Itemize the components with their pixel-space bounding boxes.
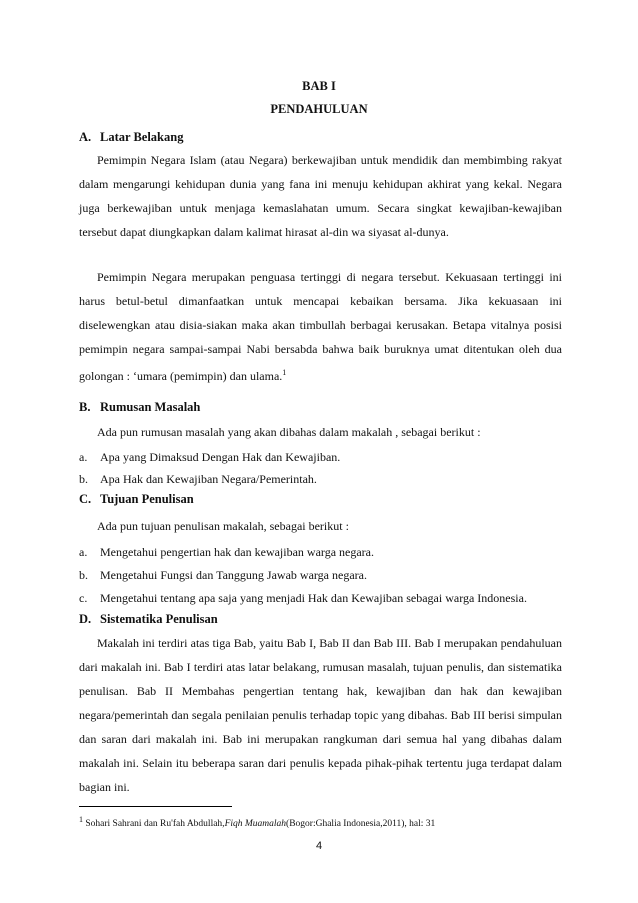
footnote-mark: 1: [79, 815, 83, 824]
footnote-book-title: Fiqh Muamalah: [224, 819, 287, 830]
section-b-intro: Ada pun rumusan masalah yang akan dibahas dalam makalah , sebagai berikut :: [97, 425, 481, 439]
list-marker: a.: [79, 450, 88, 464]
list-item-text: Mengetahui Fungsi dan Tanggung Jawab warga negara.: [100, 568, 367, 582]
list-item-text: Apa Hak dan Kewajiban Negara/Pemerintah.: [100, 472, 317, 486]
section-c-heading: [79, 492, 194, 507]
list-marker: a.: [79, 545, 88, 559]
list-item: [79, 472, 317, 487]
list-item: [79, 591, 527, 606]
section-a-number: A.: [79, 130, 92, 144]
section-d-paragraph-1: Makalah ini terdiri atas tiga Bab, yaitu Bab I, Bab II dan Bab III. Bab I merupakan pendahuluan dari makalah ini. Bab I terdiri atas latar belakang, rumusan masalah, tujuan penulis, dan sistematika penulisan. Bab II Membahas pengertian tentang hak, kewajiban dan hak dan kewajiban negara/pemerintah dan segala penilaian penulis terhadap topic yang dibahas. Bab III berisi simpulan dan saran dari makalah ini. Bab ini merupakan rangkuman dari semua hal yang dibahas dalam makalah ini. Selain itu beberapa saran dari penulis kepada pihak-pihak tertentu juga terdapat dalam bagian ini.: [79, 636, 562, 794]
list-marker: b.: [79, 568, 88, 582]
section-a-paragraph-2-text: Pemimpin Negara merupakan penguasa tertinggi di negara tersebut. Kekuasaan tertinggi ini harus betul-betul dimanfaatkan untuk mencapai kebaikan bersama. Jika kekuasaan ini diselewengkan atau disia-siakan maka akan timbullah berbagai kerusakan. Betapa vitalnya posisi pemimpin negara sampai-sampai Nabi bersabda bahwa baik buruknya umat ditentukan oleh dua golongan : ‘umara (pemimpin) dan ulama.: [79, 270, 562, 383]
section-a-heading: [79, 130, 183, 145]
list-marker: b.: [79, 472, 88, 486]
footnote-publication: (Bogor:Ghalia Indonesia,2011), hal: 31: [286, 819, 436, 830]
section-c-number: C.: [79, 492, 92, 506]
section-a-paragraph-2: [79, 265, 562, 388]
section-c-title: Tujuan Penulisan: [100, 492, 194, 506]
section-b-heading: [79, 400, 200, 415]
footnote: [79, 815, 435, 829]
list-marker: c.: [79, 591, 88, 605]
section-d-heading: [79, 612, 218, 627]
list-item-text: Apa yang Dimaksud Dengan Hak dan Kewajiban.: [100, 450, 341, 464]
section-a-title: Latar Belakang: [100, 130, 184, 144]
section-b-title: Rumusan Masalah: [100, 400, 201, 414]
footnote-separator: [79, 806, 232, 807]
list-item: [79, 450, 340, 465]
list-item-text: Mengetahui tentang apa saja yang menjadi Hak dan Kewajiban sebagai warga Indonesia.: [100, 591, 527, 605]
chapter-number: BAB I: [302, 79, 336, 93]
page-number: 4: [315, 840, 323, 852]
section-a-paragraph-1: Pemimpin Negara Islam (atau Negara) berkewajiban untuk mendidik dan membimbing rakyat dalam mengarungi kehidupan dunia yang fana ini menuju kehidupan akhirat yang kekal. Negara juga berkewajiban untuk menjaga kemaslahatan umum. Secara singkat kewajiban-kewajiban tersebut dapat diungkapkan dalam kalimat hirasat al-din wa siyasat al-dunya.: [79, 153, 562, 239]
list-item-text: Mengetahui pengertian hak dan kewajiban warga negara.: [100, 545, 374, 559]
footnote-reference: 1: [282, 368, 287, 377]
section-c-intro: Ada pun tujuan penulisan makalah, sebagai berikut :: [97, 519, 349, 533]
list-item: [79, 568, 367, 583]
section-d-title: Sistematika Penulisan: [100, 612, 218, 626]
chapter-title: PENDAHULUAN: [270, 102, 368, 116]
list-item: [79, 545, 374, 560]
footnote-authors: Sohari Sahrani dan Ru'fah Abdullah,: [85, 819, 225, 830]
section-b-number: B.: [79, 400, 91, 414]
section-d-number: D.: [79, 612, 92, 626]
